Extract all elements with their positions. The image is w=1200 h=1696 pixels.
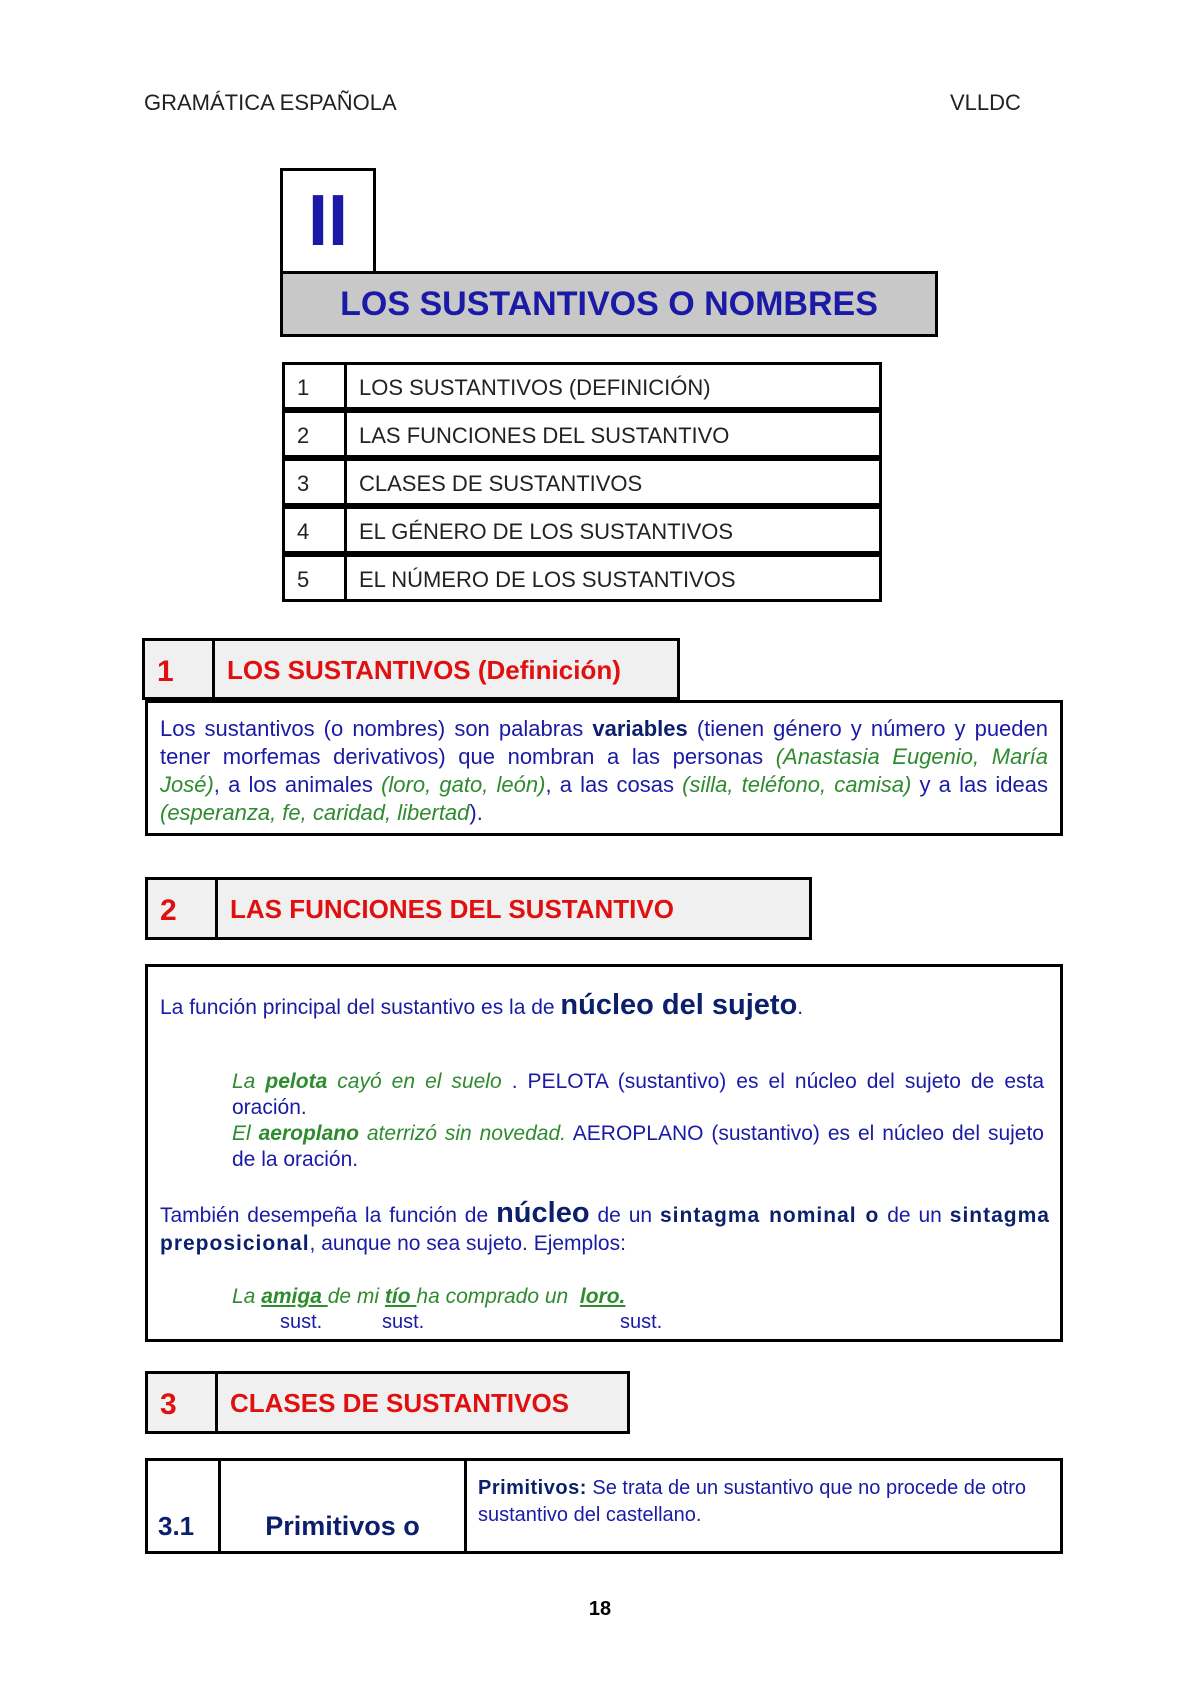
section-3-heading: [145, 1371, 630, 1434]
toc-row[interactable]: [282, 410, 882, 458]
core-of-subject: núcleo del sujeto: [560, 989, 798, 1021]
toc-label: LOS SUSTANTIVOS (DEFINICIÓN): [359, 375, 711, 400]
example-people: (Anastasia Eugenio, María José): [160, 744, 1048, 797]
example-pelota: La pelota cayó en el suelo . PELOTA (sustantivo) es el núcleo del sujeto de esta oración.: [232, 1070, 1045, 1119]
toc-number: 3: [285, 461, 347, 503]
example-sentence-amiga: La amiga de mi tío ha comprado un loro.: [232, 1285, 626, 1308]
primitivos-description: Primitivos: Se trata de un sustantivo que no procede de otro sustantivo del castellano.: [478, 1477, 1027, 1526]
label-sust-amiga: sust.: [280, 1311, 323, 1333]
document-header-title: GRAMÁTICA ESPAÑOLA: [144, 90, 397, 115]
section-2-number: 2: [148, 880, 218, 937]
subsection-title-cell: [221, 1461, 467, 1551]
section-3-number: 3: [148, 1374, 218, 1431]
toc-number: 4: [285, 509, 347, 551]
subsection-3-1-table: [145, 1458, 1063, 1554]
toc-row[interactable]: [282, 458, 882, 506]
label-sust-tio: sust.: [382, 1311, 425, 1333]
section-2-heading: [145, 877, 812, 940]
toc-row[interactable]: [282, 506, 882, 554]
definition-paragraph: Los sustantivos (o nombres) son palabras variables (tienen género y número y pueden tener morfemas derivativos) que nombran a las personas (Anastasia Eugenio, María José), a los animales (loro, gato, león), a las cosas (silla, teléfono, camisa) y a las ideas (esperanza, fe, caridad, libertad).: [160, 716, 1048, 825]
subsection-number-cell: [148, 1461, 221, 1551]
toc-row[interactable]: [282, 554, 882, 602]
toc-row[interactable]: [282, 362, 882, 410]
toc-label: EL NÚMERO DE LOS SUSTANTIVOS: [359, 567, 736, 592]
page-number: 18: [588, 1598, 612, 1620]
chapter-numeral-box: [280, 168, 376, 274]
subsection-number: 3.1: [158, 1511, 195, 1541]
example-aeroplano: El aeroplano aterrizó sin novedad. AEROPLANO (sustantivo) es el núcleo del sujeto de la oración.: [232, 1122, 1044, 1171]
subsection-title: Primitivos o: [265, 1511, 420, 1541]
document-header-code: VLLDC: [950, 90, 1021, 115]
example-ideas: (esperanza, fe, caridad, libertad: [160, 800, 470, 825]
section-2-functions-box: [145, 964, 1063, 1342]
example-things: (silla, teléfono, camisa): [682, 772, 912, 797]
toc-label: LAS FUNCIONES DEL SUSTANTIVO: [359, 423, 730, 448]
section-1-heading: [142, 638, 680, 700]
section-2-title: LAS FUNCIONES DEL SUSTANTIVO: [230, 894, 674, 924]
example-animals: (loro, gato, león): [381, 772, 546, 797]
also-functions-paragraph: También desempeña la función de núcleo de un sintagma nominal o de un sintagma preposicional, aunque no sea sujeto. Ejemplos:: [160, 1197, 1050, 1255]
toc-label: EL GÉNERO DE LOS SUSTANTIVOS: [359, 519, 734, 544]
chapter-numeral: II: [307, 181, 348, 261]
toc-number: 5: [285, 557, 347, 599]
toc-label: CLASES DE SUSTANTIVOS: [359, 471, 643, 496]
label-sust-loro: sust.: [620, 1311, 663, 1333]
section-1-number: 1: [145, 641, 215, 697]
function-intro: La función principal del sustantivo es la de núcleo del sujeto.: [160, 989, 804, 1021]
keyword-variables: variables: [592, 716, 688, 741]
toc-number: 2: [285, 413, 347, 455]
section-1-title: LOS SUSTANTIVOS (Definición): [227, 655, 621, 685]
section-1-definition-box: [145, 700, 1063, 836]
chapter-title-box: [280, 271, 938, 337]
toc-number: 1: [285, 365, 347, 407]
section-3-title: CLASES DE SUSTANTIVOS: [230, 1388, 570, 1418]
chapter-title: LOS SUSTANTIVOS O NOMBRES: [340, 285, 878, 323]
